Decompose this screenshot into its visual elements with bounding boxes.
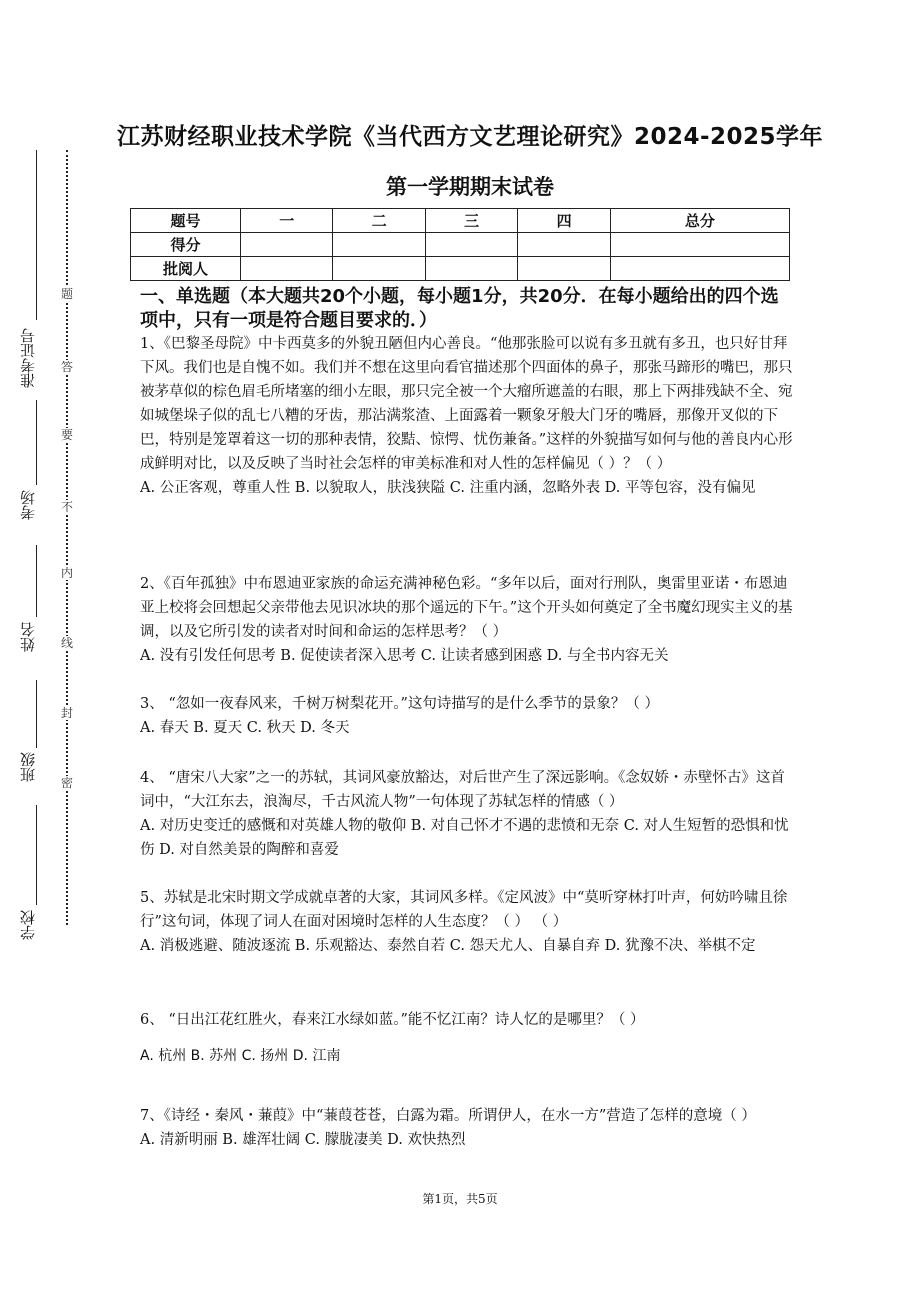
- question-options: A. 消极逃避、随波逐流 B. 乐观豁达、泰然自若 C. 怨天尤人、自暴自弃 D. 犹豫不决、举棋不定: [140, 938, 756, 954]
- question-1: [140, 332, 795, 500]
- seal-char: 线: [60, 636, 73, 650]
- question-options: A. 清新明丽 B. 雄浑壮阔 C. 朦胧凄美 D. 欢快热烈: [140, 1132, 466, 1148]
- question-options: A. 春天 B. 夏天 C. 秋天 D. 冬天: [140, 720, 350, 736]
- question-stem: 6、 “日出江花红胜火，春来江水绿如蓝。”能不忆江南？诗人忆的是哪里？（ ）: [140, 1012, 645, 1028]
- exam-title: 江苏财经职业技术学院《当代西方文艺理论研究》2024-2025学年: [116, 124, 824, 150]
- question-5: [140, 886, 795, 958]
- header-cell: 题号: [131, 209, 241, 233]
- seal-line: [66, 150, 68, 925]
- class-fill-line: [36, 680, 38, 748]
- exam-number-fill-line: [36, 150, 38, 320]
- question-7: [140, 1104, 795, 1152]
- exam-number-label: 准考证号: [19, 328, 37, 388]
- score-table: [130, 208, 790, 281]
- seal-char: 要: [60, 428, 73, 442]
- page-number: 第1页，共5页: [422, 1192, 498, 1206]
- grader-cell[interactable]: [333, 257, 425, 281]
- school-fill-line: [36, 805, 38, 905]
- grader-cell[interactable]: [425, 257, 517, 281]
- school-label: 学校: [19, 910, 37, 940]
- header-cell: 一: [241, 209, 333, 233]
- score-cell[interactable]: [333, 233, 425, 257]
- question-4: [140, 766, 795, 862]
- header-cell: 四: [518, 209, 610, 233]
- score-cell[interactable]: [425, 233, 517, 257]
- seal-char: 封: [60, 706, 73, 720]
- question-options: A. 杭州 B. 苏州 C. 扬州 D. 江南: [140, 1048, 341, 1064]
- score-cell[interactable]: [241, 233, 333, 257]
- header-cell: 二: [333, 209, 425, 233]
- name-fill-line: [36, 545, 38, 617]
- question-options: A. 对历史变迁的感慨和对英雄人物的敬仰 B. 对自己怀才不遇的悲愤和无奈 C. 对人生短暂的恐惧和忧伤 D. 对自然美景的陶醉和喜爱: [140, 818, 789, 858]
- header-cell: 三: [425, 209, 517, 233]
- question-stem: 5、苏轼是北宋时期文学成就卓著的大家，其词风多样。《定风波》中“莫听穿林打叶声，何妨吟啸且徐行”这句词，体现了词人在面对困境时怎样的人生态度？（ ） （ ）: [140, 890, 788, 930]
- seal-char: 不: [60, 500, 73, 514]
- seal-char: 密: [60, 776, 73, 790]
- score-cell[interactable]: [518, 233, 610, 257]
- class-label: 班级: [19, 752, 37, 782]
- name-label: 姓名: [19, 622, 37, 652]
- score-row: [131, 233, 790, 257]
- question-3: [140, 692, 795, 740]
- score-table-header-row: [131, 209, 790, 233]
- question-stem: 7、《诗经・秦风・蒹葭》中“蒹葭苍苍，白露为霜。所谓伊人，在水一方”营造了怎样的意境（ ）: [140, 1108, 756, 1124]
- score-row-label: 得分: [131, 233, 241, 257]
- grader-cell[interactable]: [241, 257, 333, 281]
- exam-room-fill-line: [36, 400, 38, 485]
- question-6: [140, 1008, 795, 1068]
- question-stem: 3、 “忽如一夜春风来，千树万树梨花开。”这句诗描写的是什么季节的景象？（ ）: [140, 696, 660, 712]
- question-2: [140, 572, 795, 668]
- exam-room-label: 考场: [19, 490, 37, 520]
- header-cell: 总分: [610, 209, 789, 233]
- question-stem: 2、《百年孤独》中布恩迪亚家族的命运充满神秘色彩。“多年以后，面对行刑队，奥雷里亚诺・布恩迪亚上校将会回想起父亲带他去见识冰块的那个遥远的下午。”这个开头如何奠定了全书魔幻现实主义的基调，以及它所引发的读者对时间和命运的怎样思考？（ ）: [140, 576, 793, 640]
- seal-char: 内: [60, 566, 73, 580]
- score-cell[interactable]: [610, 233, 789, 257]
- seal-char: 题: [60, 287, 73, 301]
- question-options: A. 公正客观，尊重人性 B. 以貌取人，肤浅狭隘 C. 注重内涵，忽略外表 D. 平等包容，没有偏见: [140, 480, 756, 496]
- question-stem: 4、 “唐宋八大家”之一的苏轼，其词风豪放豁达，对后世产生了深远影响。《念奴娇・赤壁怀古》这首词中，“大江东去，浪淘尽，千古风流人物”一句体现了苏轼怎样的情感（ ）: [140, 770, 785, 810]
- grader-cell[interactable]: [610, 257, 789, 281]
- question-options: A. 没有引发任何思考 B. 促使读者深入思考 C. 让读者感到困惑 D. 与全书内容无关: [140, 648, 669, 664]
- grader-row: [131, 257, 790, 281]
- seal-char: 答: [60, 360, 73, 374]
- section-heading: 一、单选题（本大题共20个小题，每小题1分，共20分．在每小题给出的四个选项中，只有一项是符合题目要求的．）: [140, 286, 779, 331]
- question-stem: 1、《巴黎圣母院》中卡西莫多的外貌丑陋但内心善良。“他那张脸可以说有多丑就有多丑，也只好甘拜下风。我们也是自愧不如。我们并不想在这里向看官描述那个四面体的鼻子，那张马蹄形的嘴巴，那只被茅草似的棕色眉毛所堵塞的细小左眼，那只完全被一个大瘤所遮盖的右眼，那上下两排残缺不全、宛如城堡垛子似的乱七八糟的牙齿，那沾满浆渣、上面露着一颗象牙般大门牙的嘴唇，那像开叉似的下巴，特别是笼罩着这一切的那种表情，狡黠、惊愕、忧伤兼备。”这样的外貌描写如何与他的善良内心形成鲜明对比，以及反映了当时社会怎样的审美标准和对人性的怎样偏见（ ）？（ ）: [140, 336, 793, 472]
- exam-subtitle: 第一学期期末试卷: [386, 175, 554, 199]
- grader-row-label: 批阅人: [131, 257, 241, 281]
- grader-cell[interactable]: [518, 257, 610, 281]
